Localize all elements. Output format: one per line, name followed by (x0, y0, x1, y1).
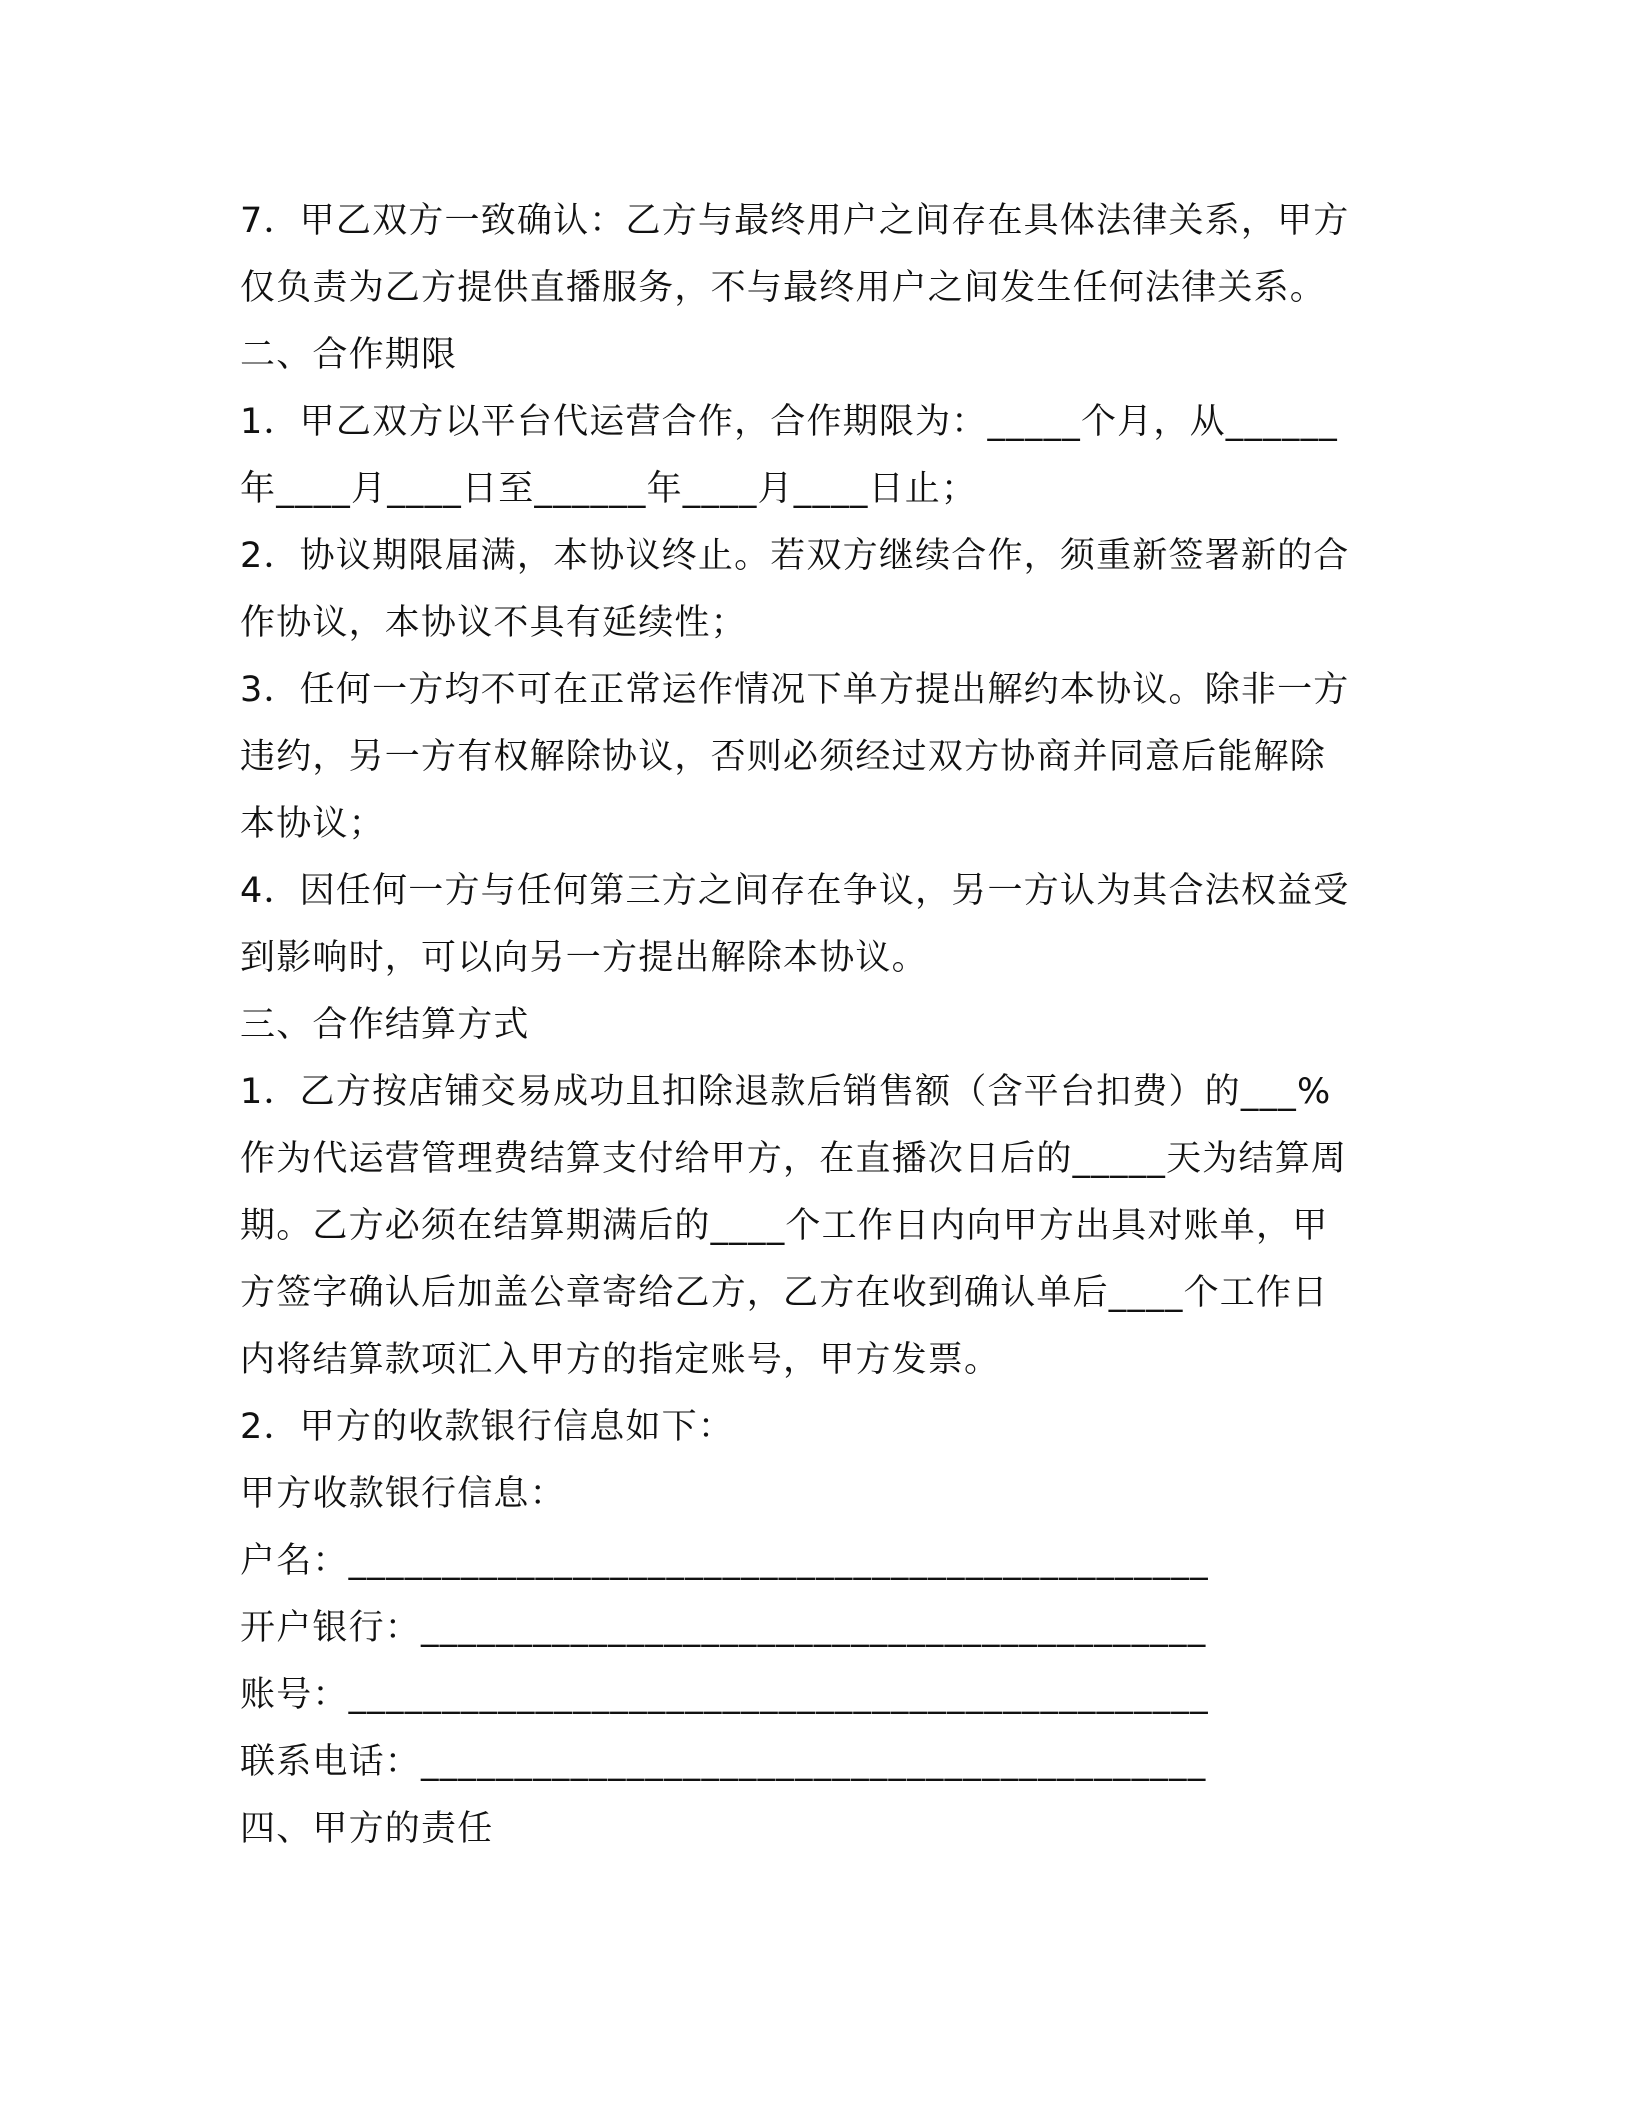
term-clause-2-line-1: 2．协议期限届满，本协议终止。若双方继续合作，须重新签署新的合 (240, 536, 1350, 576)
clause-7-line-1: 7．甲乙双方一致确认：乙方与最终用户之间存在具体法律关系，甲方 (240, 201, 1350, 241)
term-clause-3-line-2: 违约，另一方有权解除协议，否则必须经过双方协商并同意后能解除 (240, 737, 1327, 777)
settlement-clause-1-line-1: 1．乙方按店铺交易成功且扣除退款后销售额（含平台扣费）的___% (240, 1072, 1332, 1112)
term-clause-3-line-3: 本协议； (240, 804, 385, 844)
section-heading-settlement: 三、合作结算方式 (240, 1005, 530, 1045)
account-name-field: 户名：______________________________________________ (240, 1541, 1209, 1581)
document-body (240, 188, 1390, 1863)
term-clause-1-line-1: 1．甲乙双方以平台代运营合作，合作期限为：_____个月，从______ (240, 402, 1338, 442)
term-clause-2-line-2: 作协议，本协议不具有延续性； (240, 603, 747, 643)
settlement-clause-1-line-4: 方签字确认后加盖公章寄给乙方，乙方在收到确认单后____个工作日 (240, 1273, 1329, 1313)
term-clause-4-line-1: 4．因任何一方与任何第三方之间存在争议，另一方认为其合法权益受 (240, 871, 1350, 911)
term-clause-1-line-2: 年____月____日至______年____月____日止； (240, 469, 978, 509)
phone-field: 联系电话：__________________________________________ (240, 1742, 1207, 1782)
clause-7-line-2: 仅负责为乙方提供直播服务，不与最终用户之间发生任何法律关系。 (240, 268, 1327, 308)
settlement-clause-1-line-3: 期。乙方必须在结算期满后的____个工作日内向甲方出具对账单，甲 (240, 1206, 1329, 1246)
account-number-field: 账号：______________________________________________ (240, 1675, 1209, 1715)
section-heading-term: 二、合作期限 (240, 335, 458, 375)
term-clause-3-line-1: 3．任何一方均不可在正常运作情况下单方提出解约本协议。除非一方 (240, 670, 1350, 710)
term-clause-4-line-2: 到影响时，可以向另一方提出解除本协议。 (240, 938, 928, 978)
settlement-clause-1-line-5: 内将结算款项汇入甲方的指定账号，甲方发票。 (240, 1340, 1001, 1380)
bank-info-heading: 甲方收款银行信息： (240, 1474, 566, 1514)
section-heading-party-a-duties: 四、甲方的责任 (240, 1809, 494, 1849)
settlement-clause-2: 2．甲方的收款银行信息如下： (240, 1407, 735, 1447)
settlement-clause-1-line-2: 作为代运营管理费结算支付给甲方，在直播次日后的_____天为结算周 (240, 1139, 1348, 1179)
bank-name-field: 开户银行：__________________________________________ (240, 1608, 1207, 1648)
